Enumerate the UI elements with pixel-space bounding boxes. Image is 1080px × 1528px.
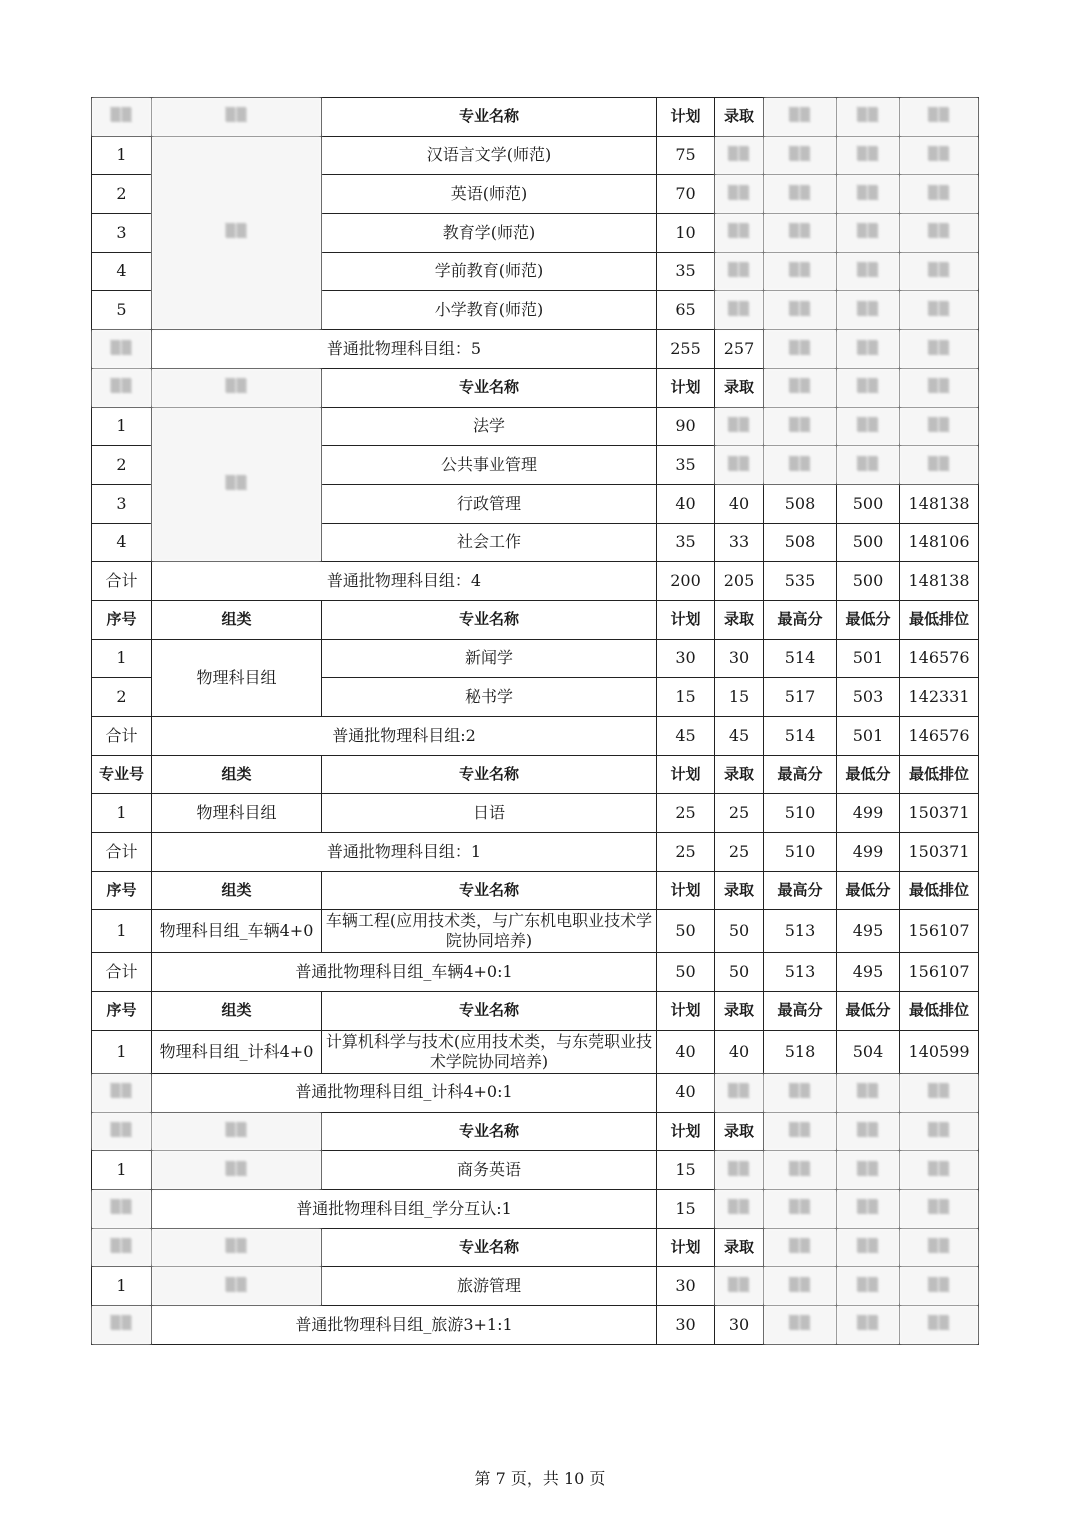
- total-label: 合计: [92, 562, 152, 601]
- header-max: 最高分: [764, 871, 837, 910]
- major-name: 小学教育(师范): [322, 291, 657, 330]
- admit-count: ▒▒: [715, 1267, 764, 1306]
- header-major: 专业名称: [322, 98, 657, 137]
- min-score: ▒▒: [837, 175, 900, 214]
- min-score: ▒▒: [837, 1151, 900, 1190]
- min-score: 499: [837, 794, 900, 833]
- min-rank: ▒▒: [900, 291, 979, 330]
- total-min-score: 500: [837, 562, 900, 601]
- total-min-score: ▒▒: [837, 1189, 900, 1228]
- min-score: 495: [837, 910, 900, 953]
- header-admit: 录取: [715, 1228, 764, 1267]
- header-min: 最低分: [837, 755, 900, 794]
- total-admit: 30: [715, 1305, 764, 1344]
- plan-count: 35: [657, 446, 715, 485]
- min-rank: 146576: [900, 639, 979, 678]
- header-max: 最高分: [764, 755, 837, 794]
- total-label: 合计: [92, 833, 152, 872]
- row-number: 1: [92, 1267, 152, 1306]
- admit-count: ▒▒: [715, 214, 764, 253]
- max-score: 508: [764, 523, 837, 562]
- header-group: 组类: [152, 755, 322, 794]
- total-label: ▒▒: [92, 330, 152, 369]
- total-label: 合计: [92, 953, 152, 992]
- major-name: 公共事业管理: [322, 446, 657, 485]
- total-row: [92, 562, 979, 601]
- admit-count: ▒▒: [715, 252, 764, 291]
- group-category: 物理科目组: [152, 639, 322, 716]
- total-admit: ▒▒: [715, 1073, 764, 1112]
- max-score: 510: [764, 794, 837, 833]
- header-rank: 最低排位: [900, 600, 979, 639]
- table-row: [92, 794, 979, 833]
- total-min-score: ▒▒: [837, 1305, 900, 1344]
- max-score: 513: [764, 910, 837, 953]
- header-min: 最低分: [837, 871, 900, 910]
- row-number: 1: [92, 794, 152, 833]
- total-plan: 25: [657, 833, 715, 872]
- total-group: 普通批物理科目组:2: [152, 717, 657, 756]
- total-label: ▒▒: [92, 1073, 152, 1112]
- table-row: [92, 639, 979, 678]
- max-score: 517: [764, 678, 837, 717]
- major-name: 旅游管理: [322, 1267, 657, 1306]
- header-plan: 计划: [657, 992, 715, 1031]
- header-max: ▒▒: [764, 1112, 837, 1151]
- min-rank: ▒▒: [900, 175, 979, 214]
- total-min-rank: 148138: [900, 562, 979, 601]
- max-score: ▒▒: [764, 175, 837, 214]
- header-admit: 录取: [715, 600, 764, 639]
- total-row: [92, 330, 979, 369]
- row-number: 2: [92, 175, 152, 214]
- row-number: 3: [92, 484, 152, 523]
- row-number: 2: [92, 446, 152, 485]
- header-admit: 录取: [715, 755, 764, 794]
- min-rank: ▒▒: [900, 1151, 979, 1190]
- min-score: ▒▒: [837, 1267, 900, 1306]
- total-min-score: 501: [837, 717, 900, 756]
- header-row: [92, 1228, 979, 1267]
- max-score: ▒▒: [764, 1267, 837, 1306]
- total-min-rank: 146576: [900, 717, 979, 756]
- total-row: [92, 717, 979, 756]
- admission-table: [91, 97, 979, 1345]
- header-group: 组类: [152, 871, 322, 910]
- header-row: [92, 98, 979, 137]
- max-score: ▒▒: [764, 446, 837, 485]
- plan-count: 35: [657, 523, 715, 562]
- total-min-rank: ▒▒: [900, 1189, 979, 1228]
- total-admit: 205: [715, 562, 764, 601]
- total-admit: 50: [715, 953, 764, 992]
- min-score: ▒▒: [837, 446, 900, 485]
- header-min: ▒▒: [837, 1228, 900, 1267]
- header-plan: 计划: [657, 600, 715, 639]
- total-max-score: 510: [764, 833, 837, 872]
- max-score: 518: [764, 1030, 837, 1073]
- total-plan: 50: [657, 953, 715, 992]
- total-plan: 40: [657, 1073, 715, 1112]
- admit-count: 33: [715, 523, 764, 562]
- header-plan: 计划: [657, 98, 715, 137]
- total-plan: 45: [657, 717, 715, 756]
- header-rank: ▒▒: [900, 368, 979, 407]
- header-min: 最低分: [837, 992, 900, 1031]
- header-max: ▒▒: [764, 1228, 837, 1267]
- plan-count: 35: [657, 252, 715, 291]
- plan-count: 50: [657, 910, 715, 953]
- header-group: ▒▒: [152, 98, 322, 137]
- header-seq: 专业号: [92, 755, 152, 794]
- max-score: ▒▒: [764, 1151, 837, 1190]
- min-rank: 150371: [900, 794, 979, 833]
- total-label: 合计: [92, 717, 152, 756]
- major-name: 英语(师范): [322, 175, 657, 214]
- header-admit: 录取: [715, 98, 764, 137]
- table-row: [92, 910, 979, 953]
- admit-count: 40: [715, 1030, 764, 1073]
- admit-count: 50: [715, 910, 764, 953]
- header-group: 组类: [152, 600, 322, 639]
- total-min-score: 499: [837, 833, 900, 872]
- header-admit: 录取: [715, 871, 764, 910]
- min-rank: ▒▒: [900, 136, 979, 175]
- table-row: [92, 407, 979, 446]
- min-score: ▒▒: [837, 136, 900, 175]
- min-score: ▒▒: [837, 291, 900, 330]
- header-max: 最高分: [764, 600, 837, 639]
- row-number: 1: [92, 1151, 152, 1190]
- header-rank: ▒▒: [900, 1228, 979, 1267]
- header-row: [92, 368, 979, 407]
- min-score: 504: [837, 1030, 900, 1073]
- plan-count: 90: [657, 407, 715, 446]
- group-category: ▒▒: [152, 136, 322, 329]
- max-score: ▒▒: [764, 136, 837, 175]
- header-seq: 序号: [92, 871, 152, 910]
- header-plan: 计划: [657, 871, 715, 910]
- header-seq: 序号: [92, 992, 152, 1031]
- total-plan: 255: [657, 330, 715, 369]
- header-major: 专业名称: [322, 871, 657, 910]
- header-row: [92, 992, 979, 1031]
- header-admit: 录取: [715, 992, 764, 1031]
- total-label: ▒▒: [92, 1189, 152, 1228]
- plan-count: 75: [657, 136, 715, 175]
- major-name: 计算机科学与技术(应用技术类，与东莞职业技术学院协同培养): [322, 1030, 657, 1073]
- header-min: ▒▒: [837, 1112, 900, 1151]
- header-rank: ▒▒: [900, 1112, 979, 1151]
- plan-count: 15: [657, 678, 715, 717]
- min-rank: 140599: [900, 1030, 979, 1073]
- min-score: 500: [837, 484, 900, 523]
- header-row: [92, 600, 979, 639]
- header-min: ▒▒: [837, 98, 900, 137]
- plan-count: 15: [657, 1151, 715, 1190]
- plan-count: 65: [657, 291, 715, 330]
- min-score: 501: [837, 639, 900, 678]
- plan-count: 10: [657, 214, 715, 253]
- total-max-score: 535: [764, 562, 837, 601]
- major-name: 汉语言文学(师范): [322, 136, 657, 175]
- total-max-score: ▒▒: [764, 1073, 837, 1112]
- header-major: 专业名称: [322, 1112, 657, 1151]
- header-seq: ▒▒: [92, 1112, 152, 1151]
- min-rank: 156107: [900, 910, 979, 953]
- header-plan: 计划: [657, 1228, 715, 1267]
- total-row: [92, 1073, 979, 1112]
- total-max-score: ▒▒: [764, 330, 837, 369]
- major-name: 车辆工程(应用技术类，与广东机电职业技术学院协同培养): [322, 910, 657, 953]
- major-name: 教育学(师范): [322, 214, 657, 253]
- header-max: ▒▒: [764, 98, 837, 137]
- total-max-score: ▒▒: [764, 1305, 837, 1344]
- total-admit: ▒▒: [715, 1189, 764, 1228]
- header-seq: ▒▒: [92, 368, 152, 407]
- row-number: 1: [92, 136, 152, 175]
- plan-count: 40: [657, 484, 715, 523]
- total-group: 普通批物理科目组_旅游3+1:1: [152, 1305, 657, 1344]
- total-row: [92, 1189, 979, 1228]
- major-name: 商务英语: [322, 1151, 657, 1190]
- total-min-score: ▒▒: [837, 1073, 900, 1112]
- min-rank: 142331: [900, 678, 979, 717]
- admit-count: ▒▒: [715, 407, 764, 446]
- header-row: [92, 1112, 979, 1151]
- table-row: [92, 136, 979, 175]
- group-category: 物理科目组_计科4+0: [152, 1030, 322, 1073]
- total-min-rank: 150371: [900, 833, 979, 872]
- total-min-rank: ▒▒: [900, 1305, 979, 1344]
- admit-count: ▒▒: [715, 446, 764, 485]
- header-major: 专业名称: [322, 1228, 657, 1267]
- row-number: 4: [92, 523, 152, 562]
- min-rank: ▒▒: [900, 214, 979, 253]
- header-plan: 计划: [657, 368, 715, 407]
- major-name: 秘书学: [322, 678, 657, 717]
- header-seq: ▒▒: [92, 1228, 152, 1267]
- admit-count: ▒▒: [715, 1151, 764, 1190]
- total-max-score: 514: [764, 717, 837, 756]
- header-max: ▒▒: [764, 368, 837, 407]
- max-score: ▒▒: [764, 214, 837, 253]
- table-row: [92, 1151, 979, 1190]
- header-major: 专业名称: [322, 368, 657, 407]
- major-name: 学前教育(师范): [322, 252, 657, 291]
- total-plan: 200: [657, 562, 715, 601]
- header-rank: 最低排位: [900, 871, 979, 910]
- plan-count: 70: [657, 175, 715, 214]
- major-name: 新闻学: [322, 639, 657, 678]
- plan-count: 30: [657, 639, 715, 678]
- max-score: ▒▒: [764, 252, 837, 291]
- total-row: [92, 833, 979, 872]
- header-group: ▒▒: [152, 368, 322, 407]
- admit-count: 30: [715, 639, 764, 678]
- total-min-score: 495: [837, 953, 900, 992]
- total-row: [92, 1305, 979, 1344]
- min-score: 503: [837, 678, 900, 717]
- total-admit: 45: [715, 717, 764, 756]
- row-number: 1: [92, 910, 152, 953]
- total-group: 普通批物理科目组_计科4+0:1: [152, 1073, 657, 1112]
- row-number: 1: [92, 1030, 152, 1073]
- total-plan: 15: [657, 1189, 715, 1228]
- header-admit: 录取: [715, 1112, 764, 1151]
- total-group: 普通批物理科目组_学分互认:1: [152, 1189, 657, 1228]
- header-rank: 最低排位: [900, 992, 979, 1031]
- total-label: ▒▒: [92, 1305, 152, 1344]
- admit-count: ▒▒: [715, 175, 764, 214]
- min-score: ▒▒: [837, 252, 900, 291]
- header-major: 专业名称: [322, 600, 657, 639]
- total-group: 普通批物理科目组：5: [152, 330, 657, 369]
- row-number: 4: [92, 252, 152, 291]
- header-major: 专业名称: [322, 992, 657, 1031]
- major-name: 社会工作: [322, 523, 657, 562]
- min-rank: ▒▒: [900, 407, 979, 446]
- total-admit: 257: [715, 330, 764, 369]
- total-min-rank: 156107: [900, 953, 979, 992]
- major-name: 法学: [322, 407, 657, 446]
- header-admit: 录取: [715, 368, 764, 407]
- max-score: ▒▒: [764, 291, 837, 330]
- max-score: 514: [764, 639, 837, 678]
- admit-count: 25: [715, 794, 764, 833]
- admit-count: ▒▒: [715, 136, 764, 175]
- header-group: ▒▒: [152, 1228, 322, 1267]
- group-category: ▒▒: [152, 407, 322, 562]
- plan-count: 25: [657, 794, 715, 833]
- header-major: 专业名称: [322, 755, 657, 794]
- header-rank: ▒▒: [900, 98, 979, 137]
- group-category: 物理科目组: [152, 794, 322, 833]
- total-min-rank: ▒▒: [900, 330, 979, 369]
- min-score: ▒▒: [837, 407, 900, 446]
- group-category: 物理科目组_车辆4+0: [152, 910, 322, 953]
- total-group: 普通批物理科目组：1: [152, 833, 657, 872]
- min-rank: ▒▒: [900, 1267, 979, 1306]
- plan-count: 30: [657, 1267, 715, 1306]
- table-row: [92, 1030, 979, 1073]
- header-plan: 计划: [657, 1112, 715, 1151]
- max-score: 508: [764, 484, 837, 523]
- header-row: [92, 871, 979, 910]
- total-min-score: ▒▒: [837, 330, 900, 369]
- header-rank: 最低排位: [900, 755, 979, 794]
- admit-count: 15: [715, 678, 764, 717]
- header-min: ▒▒: [837, 368, 900, 407]
- min-rank: 148138: [900, 484, 979, 523]
- header-max: 最高分: [764, 992, 837, 1031]
- row-number: 3: [92, 214, 152, 253]
- header-group: 组类: [152, 992, 322, 1031]
- row-number: 5: [92, 291, 152, 330]
- row-number: 2: [92, 678, 152, 717]
- header-min: 最低分: [837, 600, 900, 639]
- total-group: 普通批物理科目组：4: [152, 562, 657, 601]
- total-admit: 25: [715, 833, 764, 872]
- total-min-rank: ▒▒: [900, 1073, 979, 1112]
- plan-count: 40: [657, 1030, 715, 1073]
- total-group: 普通批物理科目组_车辆4+0:1: [152, 953, 657, 992]
- min-score: 500: [837, 523, 900, 562]
- major-name: 日语: [322, 794, 657, 833]
- admit-count: ▒▒: [715, 291, 764, 330]
- row-number: 1: [92, 639, 152, 678]
- header-seq: 序号: [92, 600, 152, 639]
- total-max-score: 513: [764, 953, 837, 992]
- min-rank: 148106: [900, 523, 979, 562]
- min-rank: ▒▒: [900, 446, 979, 485]
- row-number: 1: [92, 407, 152, 446]
- min-score: ▒▒: [837, 214, 900, 253]
- group-category: ▒▒: [152, 1151, 322, 1190]
- header-group: ▒▒: [152, 1112, 322, 1151]
- total-row: [92, 953, 979, 992]
- header-row: [92, 755, 979, 794]
- max-score: ▒▒: [764, 407, 837, 446]
- page-footer: 第 7 页，共 10 页: [474, 1469, 606, 1488]
- header-plan: 计划: [657, 755, 715, 794]
- header-seq: ▒▒: [92, 98, 152, 137]
- group-category: ▒▒: [152, 1267, 322, 1306]
- table-row: [92, 1267, 979, 1306]
- total-plan: 30: [657, 1305, 715, 1344]
- total-max-score: ▒▒: [764, 1189, 837, 1228]
- min-rank: ▒▒: [900, 252, 979, 291]
- admit-count: 40: [715, 484, 764, 523]
- major-name: 行政管理: [322, 484, 657, 523]
